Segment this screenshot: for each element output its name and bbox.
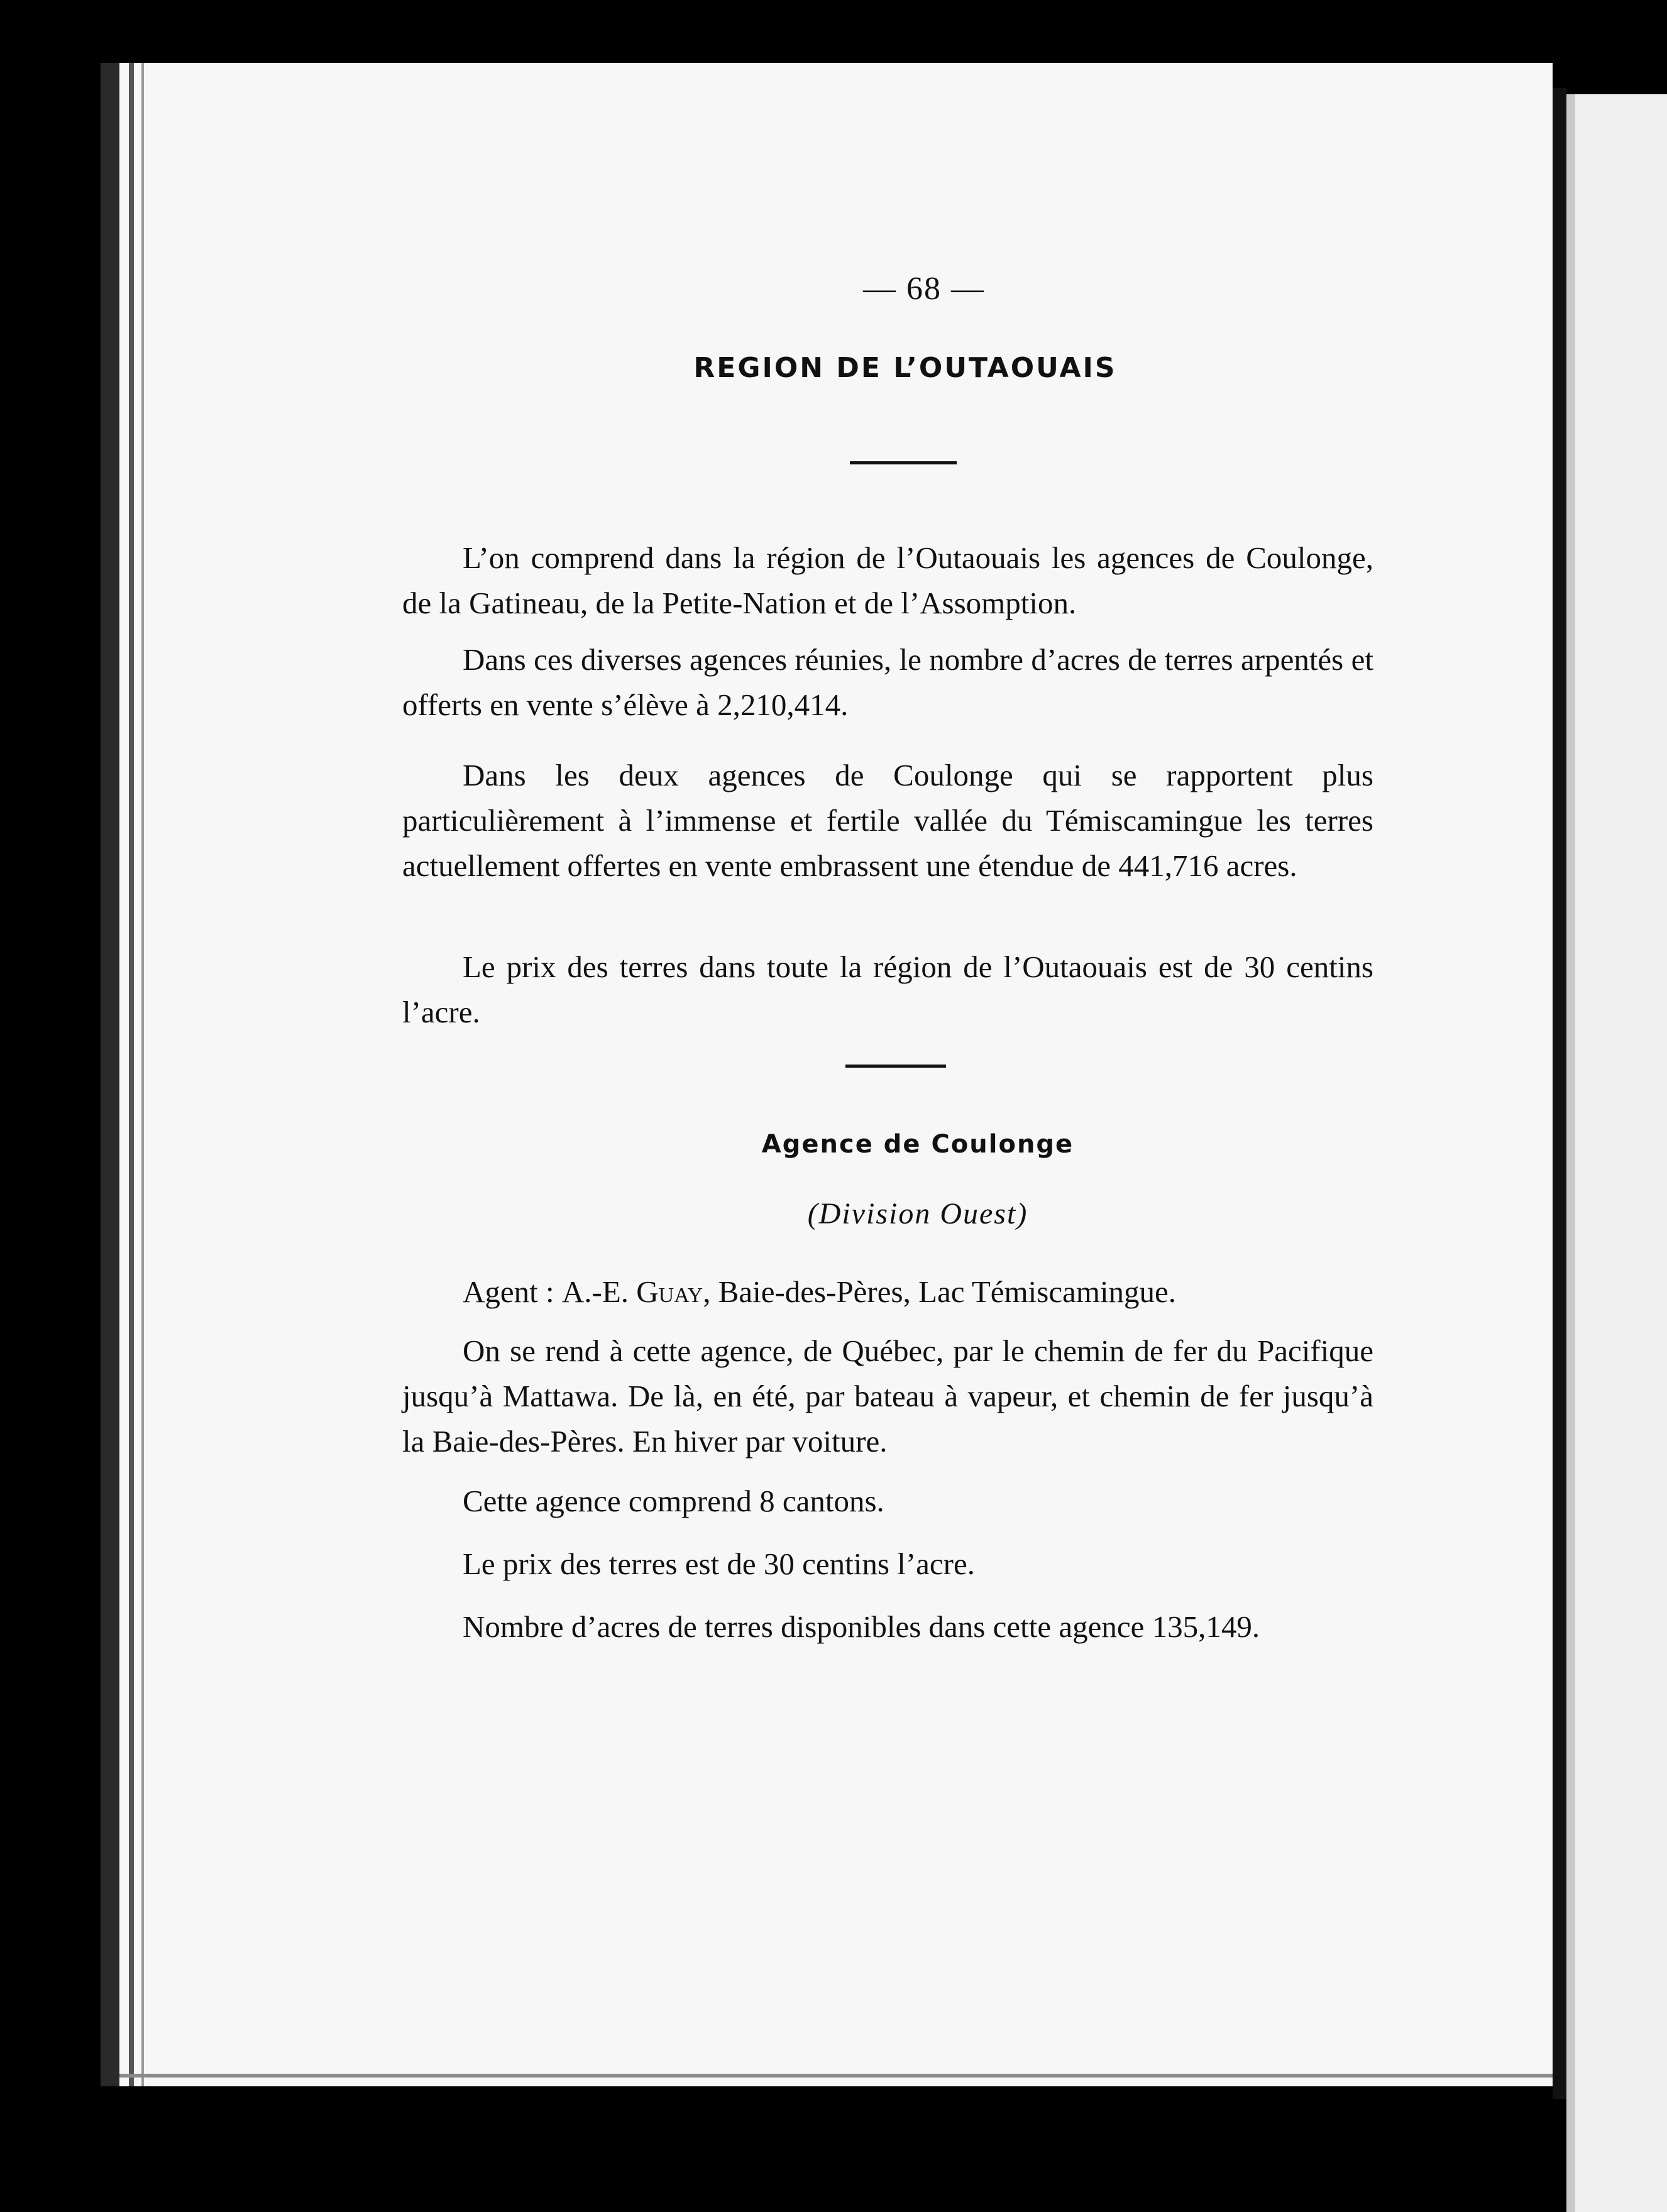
agency-title: Agence de Coulonge xyxy=(761,1130,1074,1159)
agency-price-paragraph: Le prix des terres est de 30 centins l’acre. xyxy=(463,1547,975,1581)
book-binding-line-light xyxy=(141,63,144,2086)
agent-label: Agent : xyxy=(463,1274,554,1309)
page-bottom-edge xyxy=(119,2074,1553,2078)
region-heading: REGION DE L’OUTAOUAIS xyxy=(693,352,1117,384)
next-page-shadow xyxy=(1566,94,1575,2212)
agent-line xyxy=(402,1269,1373,1315)
intro-paragraph: L’on comprend dans la région de l’Outaouais les agences de Coulonge, de la Gatineau, de la Petite-Nation et de l’Assomption. xyxy=(402,540,1373,620)
agent-location: , Baie-des-Pères, Lac Témiscamingue. xyxy=(703,1274,1177,1309)
acreage-paragraph: Dans ces diverses agences réunies, le nombre d’acres de terres arpentés et offerts en vente s’élève à 2,210,414. xyxy=(402,642,1373,722)
book-binding-line xyxy=(129,63,134,2086)
available-acres-paragraph: Nombre d’acres de terres disponibles dans cette agence 135,149. xyxy=(463,1609,1260,1644)
coulonge-paragraph: Dans les deux agences de Coulonge qui se rapportent plus particulièrement à l’immense et fertile vallée du Témiscamingue les terres actuellement offertes en vente embrassent une étendue de 441,716 acres. xyxy=(402,758,1373,883)
cantons-paragraph: Cette agence comprend 8 cantons. xyxy=(463,1484,884,1518)
agency-division: (Division Ouest) xyxy=(807,1197,1028,1230)
agent-name: A.-E. Guay xyxy=(561,1274,703,1309)
book-binding-edge xyxy=(101,63,119,2086)
section-divider-2 xyxy=(845,1065,946,1068)
price-paragraph: Le prix des terres dans toute la région de l’Outaouais est de 30 centins l’acre. xyxy=(402,950,1373,1029)
page-right-edge xyxy=(1553,88,1566,2099)
page-number: — 68 — xyxy=(863,271,985,307)
next-page-fragment xyxy=(1566,94,1667,2212)
section-divider xyxy=(850,461,957,464)
route-paragraph: On se rend à cette agence, de Québec, par le chemin de fer du Pacifique jusqu’à Mattawa. De là, en été, par bateau à vapeur, et chemin de fer jusqu’à la Baie-des-Pères. En hiver par voiture. xyxy=(402,1333,1373,1459)
